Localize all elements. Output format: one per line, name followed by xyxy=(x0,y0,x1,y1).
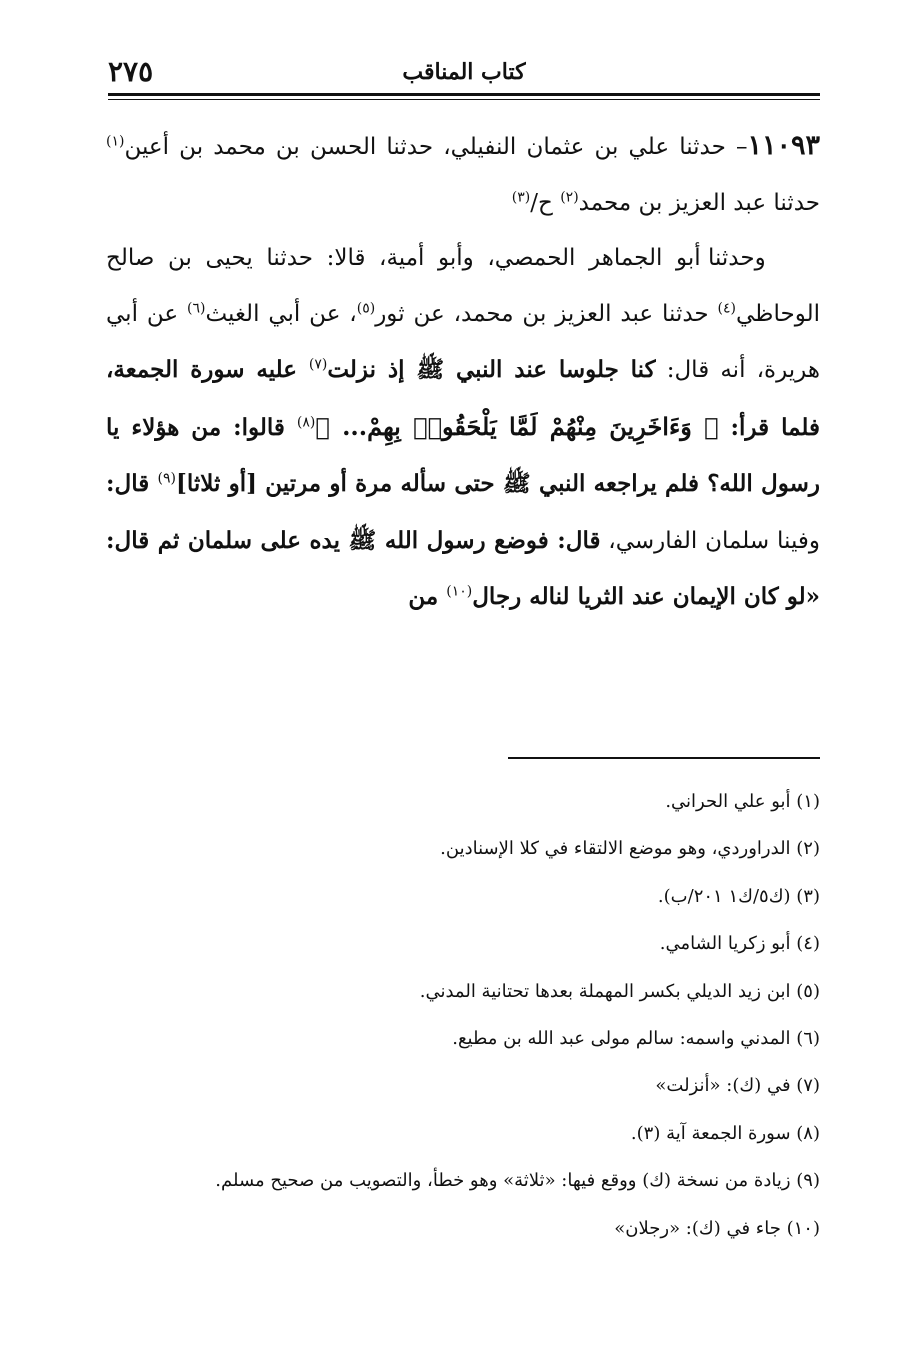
footnotes xyxy=(100,778,820,1252)
bold-segment: من xyxy=(408,583,447,610)
footnote-ref: (١) xyxy=(106,133,125,150)
text-segment: – حدثنا علي بن عثمان النفيلي، حدثنا الحسن بن محمد بن أعين xyxy=(124,134,748,160)
text-segment: ح/ xyxy=(530,189,561,216)
footnote-item: (٤) أبو زكريا الشامي. xyxy=(659,933,820,955)
footnote-item: (٩) زيادة من نسخة (ك) ووقع فيها: «ثلاثة» وهو خطأ، والتصويب من صحيح مسلم. xyxy=(215,1170,820,1192)
footnote-item: (٧) في (ك): «أنزلت» xyxy=(655,1075,820,1097)
footnote-ref: (٨) xyxy=(296,413,316,430)
footnote-ref: (٤) xyxy=(717,299,737,316)
footnote-item: (٣) (ك٥/ك١ ٢٠١/ب). xyxy=(657,885,820,907)
footnote-item: (١٠) جاء في (ك): «رجلان» xyxy=(614,1217,820,1239)
footnote-item: (٢) الدراوردي، وهو موضع الالتقاء في كلا الإسنادين. xyxy=(440,838,820,860)
text-segment: حدثنا عبد العزيز بن محمد xyxy=(578,189,820,216)
quran-verse: ﴿ وَءَاخَرِينَ مِنْهُمْ لَمَّا يَلْحَقُوا۟ بِهِمْ... ﴾ xyxy=(315,411,719,441)
footnote-item: (١) أبو علي الحراني. xyxy=(665,791,820,812)
text-segment: ، عن أبي الغيث xyxy=(205,300,357,327)
bold-segment: عليه سورة الجمعة، فلما قرأ: xyxy=(106,356,820,441)
footnote-ref: (٣) xyxy=(511,188,531,205)
text-segment: وحدثنا أبو الجماهر الحمصي، وأبو أمية، قالا: حدثنا يحيى بن صالح الوحاظي xyxy=(106,245,820,327)
header-rule-thin xyxy=(108,99,820,100)
page-header xyxy=(108,55,820,97)
bold-segment: كنا جلوسا عند النبي ﷺ إذ نزلت xyxy=(327,356,656,383)
hadith-number: ١١٠٩٣ xyxy=(747,130,820,161)
footnote-ref: (٢) xyxy=(560,188,579,205)
footnote-item: (٨) سورة الجمعة آية (٣). xyxy=(630,1122,820,1144)
text-segment: حدثنا عبد العزيز بن محمد، عن ثور xyxy=(375,300,718,327)
text-segment: وفينا سلمان الفارسي، xyxy=(600,527,820,554)
main-text xyxy=(106,118,820,626)
bold-segment: قال: فوضع رسول الله ﷺ يده على سلمان ثم قال: «لو كان الإيمان عند الثريا لناله رجال xyxy=(106,526,820,610)
footnote-item: (٥) ابن زيد الديلي بكسر المهملة بعدها تحتانية المدني. xyxy=(419,980,820,1002)
footnote-ref: (٥) xyxy=(356,299,376,316)
footnote-item: (٦) المدني واسمه: سالم مولى عبد الله بن مطيع. xyxy=(452,1028,820,1050)
book-title: كتاب المناقب xyxy=(402,59,526,85)
bold-segment: قالوا: من هؤلاء يا رسول الله؟ فلم يراجعه النبي ﷺ حتى سأله مرة أو مرتين [أو ثلاثا] xyxy=(106,413,820,497)
footnote-ref: (٩) xyxy=(157,470,176,487)
footnote-ref: (٧) xyxy=(308,356,328,373)
hadith-paragraph xyxy=(106,118,820,231)
header-rule-thick xyxy=(108,93,820,96)
page-number: ٢٧٥ xyxy=(108,55,154,88)
bold-segment: قال: xyxy=(106,470,158,497)
text-segment: عن أبي هريرة، أنه قال: xyxy=(106,300,820,383)
footnote-ref: (٦) xyxy=(186,299,206,316)
footnote-separator xyxy=(508,757,820,759)
isnad-paragraph xyxy=(106,231,820,626)
footnote-ref: (١٠) xyxy=(446,583,473,600)
